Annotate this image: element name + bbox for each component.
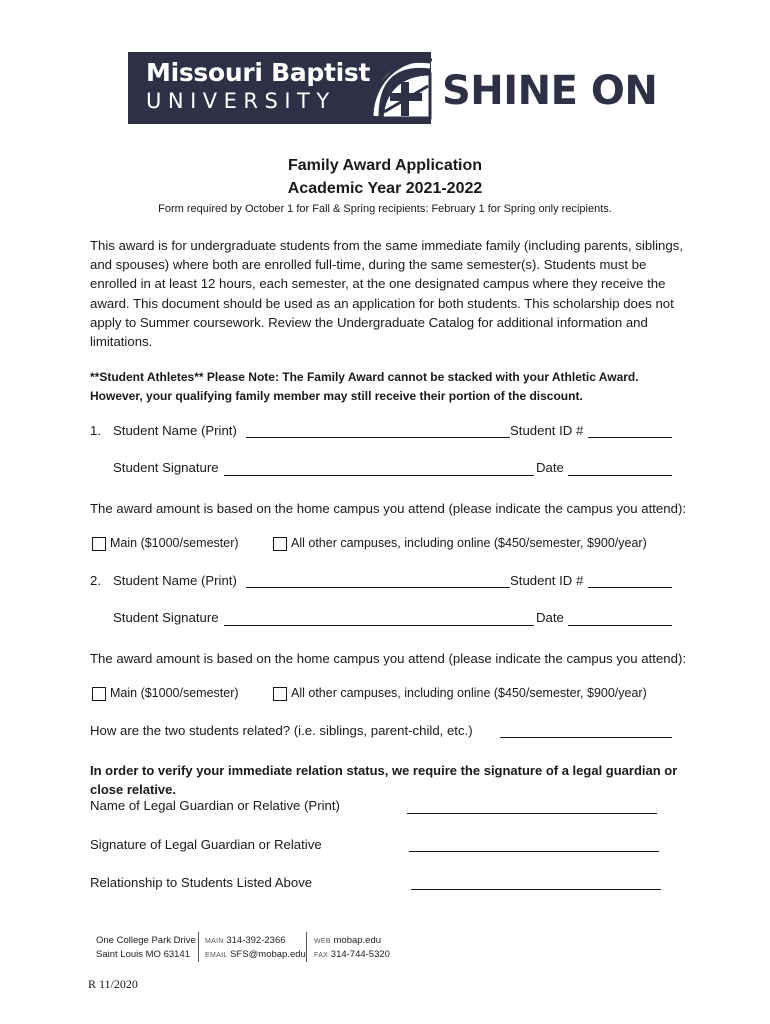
student1-id-label: Student ID # <box>510 423 584 438</box>
student1-name-label: Student Name (Print) <box>113 423 237 438</box>
student1-signature-field[interactable] <box>224 462 534 476</box>
athlete-note: **Student Athletes** Please Note: The Family Award cannot be stacked with your Athletic Award. However, your qualifying family member may still receive their portion of the discount. <box>90 370 639 403</box>
footer-address-line1: One College Park Drive <box>96 935 196 946</box>
footer-web-label: WEB <box>314 938 331 945</box>
logo-university: UNIVERSITY <box>146 89 336 113</box>
student1-signature-label: Student Signature <box>113 460 219 475</box>
student1-name-field[interactable] <box>246 424 510 438</box>
student1-main-checkbox[interactable] <box>92 537 106 551</box>
student2-number: 2. <box>90 573 101 588</box>
student2-other-checkbox[interactable] <box>273 687 287 701</box>
footer-email[interactable]: SFS@mobap.edu <box>230 949 306 960</box>
guardian-relationship-field[interactable] <box>411 876 661 890</box>
relation-question: How are the two students related? (i.e. siblings, parent-child, etc.) <box>90 723 473 738</box>
guardian-name-field[interactable] <box>407 800 657 814</box>
footer-fax: 314-744-5320 <box>330 949 390 960</box>
student1-date-field[interactable] <box>568 462 672 476</box>
student2-date-field[interactable] <box>568 612 672 626</box>
guardian-name-label: Name of Legal Guardian or Relative (Print) <box>90 798 340 813</box>
footer-fax-label: FAX <box>314 952 329 959</box>
logo-tagline: SHINE ON <box>442 68 658 114</box>
logo-name: Missouri Baptist <box>146 58 371 87</box>
page-title: Family Award Application <box>287 157 483 174</box>
student2-id-field[interactable] <box>588 574 672 588</box>
guardian-relationship-label: Relationship to Students Listed Above <box>90 875 313 890</box>
footer-main-label: MAIN <box>205 938 224 945</box>
student2-signature-field[interactable] <box>224 612 534 626</box>
student2-main-checkbox[interactable] <box>92 687 106 701</box>
guardian-signature-field[interactable] <box>409 838 659 852</box>
student2-main-label: Main ($1000/semester) <box>110 686 239 700</box>
footer-divider <box>198 932 199 962</box>
student2-name-label: Student Name (Print) <box>113 573 237 588</box>
student1-other-checkbox[interactable] <box>273 537 287 551</box>
guardian-signature-label: Signature of Legal Guardian or Relative <box>90 837 322 852</box>
student2-other-label: All other campuses, including online ($450/semester, $900/year) <box>291 686 647 700</box>
footer-address-line2: Saint Louis MO 63141 <box>96 949 191 960</box>
revision-code: R 11/2020 <box>88 977 138 991</box>
intro-paragraph: This award is for undergraduate students from the same immediate family (including parents, siblings, and spouses) where both are enrolled full-time, during the same semester(s). Students must be enrolled in at least 12 hours, each semester, at the one designated campus where they receive the award. This document should be used as an application for both students. This scholarship does not apply to Summer coursework. Review the Undergraduate Catalog for additional information and limitations. <box>90 238 683 350</box>
footer-divider <box>306 932 307 962</box>
deadline-note: Form required by October 1 for Fall & Spring recipients: February 1 for Spring only recipients. <box>158 203 612 215</box>
student2-signature-label: Student Signature <box>113 610 219 625</box>
student2-name-field[interactable] <box>246 574 510 588</box>
student2-date-label: Date <box>536 610 564 625</box>
student1-id-field[interactable] <box>588 424 672 438</box>
student1-other-label: All other campuses, including online ($450/semester, $900/year) <box>291 536 647 550</box>
university-seal-icon <box>368 56 438 126</box>
footer-email-label: EMAIL <box>205 952 228 959</box>
student2-campus-prompt: The award amount is based on the home campus you attend (please indicate the campus you attend): <box>90 651 686 666</box>
student1-number: 1. <box>90 423 101 438</box>
student2-id-label: Student ID # <box>510 573 584 588</box>
academic-year: Academic Year 2021-2022 <box>287 180 483 197</box>
student1-campus-prompt: The award amount is based on the home campus you attend (please indicate the campus you attend): <box>90 501 686 516</box>
footer-web[interactable]: mobap.edu <box>333 935 382 946</box>
student1-main-label: Main ($1000/semester) <box>110 536 239 550</box>
guardian-instruction: In order to verify your immediate relation status, we require the signature of a legal guardian or close relative. <box>90 763 678 797</box>
student1-date-label: Date <box>536 460 564 475</box>
relation-field[interactable] <box>500 724 672 738</box>
footer-main-phone: 314-392-2366 <box>226 935 286 946</box>
